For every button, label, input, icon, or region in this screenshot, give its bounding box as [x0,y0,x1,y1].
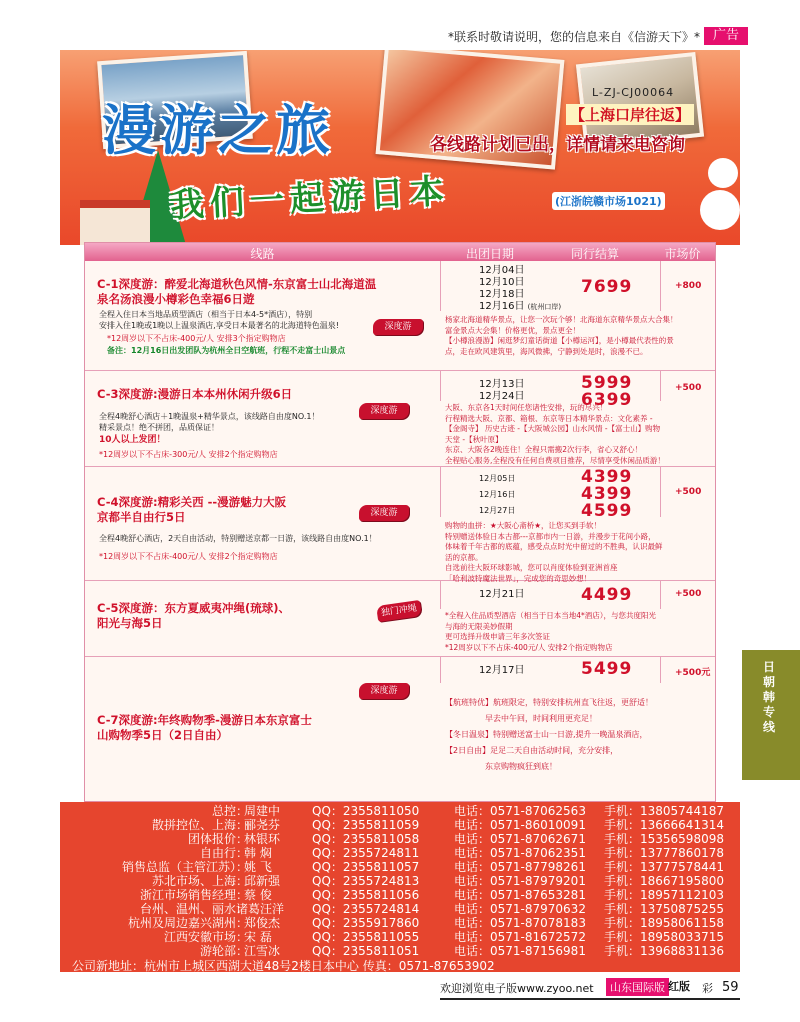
route-badge: 深度游 [359,683,409,699]
route-notes: 大阪、东京各1天时间任您诸性安排，玩的尽兴！ 行程精选大阪、京都、箱根、东京等日本精华景点：文化素养 - 【金阁寺】 历史古迹 -【大阪城公园】山水风情 -【富士山】购物 天堂 -【秋叶原】 东京、大阪各2晚连住！全程只需搬2次行李，省心又舒心！ 全程贴心服务,全程没有任何自费项目推荐，尽情享受休闲品质游！ [445,403,665,465]
table-row [85,467,715,581]
route-title: C-4深度游:精彩关西 --漫游魅力大阪 京都半自由行5日 [97,495,287,524]
contact-row: 总控： 周建中 QQ：2355811050 电话：0571-87062563 手机：13805744187 [211,804,724,818]
table-row [85,371,715,467]
route-notes: *全程入住品质型酒店（相当于日本当地4*酒店），与您共度阳光 与海的无限美妙假期 更可选择升级申请三年多次签证 *12周岁以下不占床-400元/人 安排2个指定购物店 [445,611,657,652]
route-badge: 独门冲绳 [376,600,422,622]
market-price: +500 [675,383,702,393]
contact-row: 杭州及周边嘉兴湖州： 郑俊杰 QQ：2355917860 电话：0571-87078183 手机：18958061158 [127,916,724,930]
house-icon [80,200,150,245]
snowman-body-icon [700,190,740,230]
edition-badge: 山东国际版 [606,978,669,996]
market-label: (江浙皖赣市场1021) [552,192,665,210]
port-label: 【上海口岸往返】 [566,104,694,125]
peer-price: 5999 6399 [581,373,633,410]
contact-row: 团体报价： 林银环 QQ：2355811058 电话：0571-87062671 手机：15356598098 [187,832,724,846]
route-desc: 全程入住日本当地品质型酒店（相当于日本4-5*酒店），特别 安排入住1晚或1晚以上温泉酒店,享受日本最著名的北海道特色温泉! [99,310,339,330]
color-label: 红版 [668,980,690,993]
table-header [85,243,715,261]
table-row [85,581,715,657]
child-policy: *12周岁以下不占床-400元/人 安排3个指定购物店 [107,334,286,343]
market-price: +500 [675,589,702,599]
group-note: 10人以上发团！ [99,435,166,445]
contact-row: 苏北市场、上海： 邱新强 QQ：2355724813 电话：0571-87979201 手机：18667195800 [151,874,724,888]
peer-price: 7699 [581,277,633,297]
route-table [84,242,716,802]
route-notes: 购物的血拼：★大阪心斋桥★，让您买到手软！ 特别赠送体验日本古都---京都市内一日游，并漫步于花间小路， 体味着千年古都的底蕴，感受点点时光中留过的不胜典，认识最鲜 活的京都。 自选前往大阪环球影城，您可以肖度体验到亚洲首座 「哈利波特魔法世界」，完成您的奇思妙想！ [445,521,663,583]
route-badge: 深度游 [373,319,423,335]
slogan: 我们一起游日本 [169,171,451,226]
market-price: +500元 [675,668,711,678]
child-policy: *12周岁以下不占床-300元/人 安排2个指定购物店 [99,450,278,459]
route-desc: 全程4晚舒心酒店，2天自由活动，特别赠送京都一日游，该线路自由度NO.1！ [99,534,377,543]
brand-title: 漫游之旅 [102,98,334,162]
route-notes: 杨家北海道精华景点，让您一次玩个够！北海道东京精华景点大合集！ 富金景点大会集！价格更优，景点更全！ 【小樽浪漫游】闲逛梦幻童话街道【小樽运河】，是小樽最代表性的景 点，走在欧风建筑里，海风微拂，宁静到处是时，浪漫不已。 [445,315,678,356]
contact-row: 游轮部： 江雪冰 QQ：2355811051 电话：0571-87156981 手机：13968831136 [199,944,724,958]
route-desc: 全程4晚舒心酒店＋1晚温泉+精华景点，该线路自由度NO.1！ 精采景点！绝不拼团，品质保证！ [99,412,320,432]
top-strip [0,0,800,52]
contact-row: 散拼控位、上海： 郦尧芬 QQ：2355811059 电话：0571-86010091 手机：13666641314 [151,818,724,832]
header-market-price: 市场价 [664,247,701,261]
header-route: 线路 [250,247,275,261]
peer-price: 4399 4399 4599 [581,467,633,521]
peer-price: 5499 [581,659,633,679]
market-price: +500 [675,487,702,497]
peer-price: 4499 [581,585,633,605]
route-title: C-3深度游:漫游日本本州休闲升级6日 [97,387,293,401]
market-price: +800 [675,281,702,291]
color-mark: 彩 [702,982,713,995]
side-tab-label: 日朝韩专线 [762,660,775,734]
header-price: 同行结算 [570,247,619,261]
contact-row: 台州、温州、丽水： 诸葛汪洋 QQ：2355724814 电话：0571-87970632 手机：13750875255 [139,902,724,916]
contact-row: 江西安徽市场： 宋 磊 QQ：2355811055 电话：0571-81672572 手机：18958033715 [163,930,724,944]
source-note: *联系时敬请说明，您的信息来自《信游天下》* [447,30,700,44]
departure-dates: 12月17日 [479,665,525,676]
departure-dates: 12月13日 12月24日 [479,379,525,402]
consult-text: 各线路计划已出，详情请来电咨询 [430,135,685,155]
company-address: 公司新地址：杭州市上城区西湖大道48号2楼日本中心 传真：0571-87653902 [72,959,495,973]
contact-panel [60,802,740,972]
page-number: 59 [722,980,739,995]
route-notes: 【航班特优】航班限定，特别安排杭州直飞往返，更舒适！ 早去中午回，时间利用更充足！ 【冬日温泉】特别赠送富士山一日游,提升一晚温泉酒店， 【2日自由】足足二天自由活动时间，充分安排， 东京购物疯狂到底！ [445,698,653,771]
departure-dates: 12月04日 12月10日 12月18日 12月16日 (杭州口岸) [479,265,562,312]
footer-url-text: 欢迎浏览电子版www.zyoo.net [440,982,594,995]
departure-dates: 12月05日 12月16日 12月27日 [479,474,516,515]
snowman-icon [708,158,738,188]
ad-tag: 广告 [704,27,748,45]
footer-rule [440,998,740,1000]
contact-row: 销售总监（主管江苏）： 姚 飞 QQ：2355811057 电话：0571-87798261 手机：13777578441 [121,860,724,874]
child-policy: *12周岁以下不占床-400元/人 安排2个指定购物店 [99,552,278,561]
departure-dates: 12月21日 [479,589,525,600]
route-title: C-1深度游：醉爱北海道秋色风情-东京富士山北海道温 泉名汤浪漫小樽彩色幸福6日遊 [97,277,377,306]
route-badge: 深度游 [359,403,409,419]
table-row [85,261,715,371]
route-title: C-7深度游:年终购物季-漫游日本东京富士 山购物季5日（2日自由） [97,713,312,742]
route-remark: 备注：12月16日出发团队为杭州全日空航班，行程不走富士山景点 [107,346,346,355]
route-title: C-5深度游：东方夏威夷冲绳(琉球)、 阳光与海5日 [97,601,290,630]
contact-row: 浙江市场销售经理： 蔡 俊 QQ：2355811056 电话：0571-87653281 手机：18957112103 [139,888,724,902]
license-code: L-ZJ-CJ00064 [592,86,675,99]
header-date: 出团日期 [465,247,514,261]
contact-row: 自由行： 韩 焖 QQ：2355724811 电话：0571-87062351 手机：13777860178 [199,846,724,860]
route-badge: 深度游 [359,505,409,521]
side-section-tab [742,650,800,780]
table-row [85,657,715,802]
